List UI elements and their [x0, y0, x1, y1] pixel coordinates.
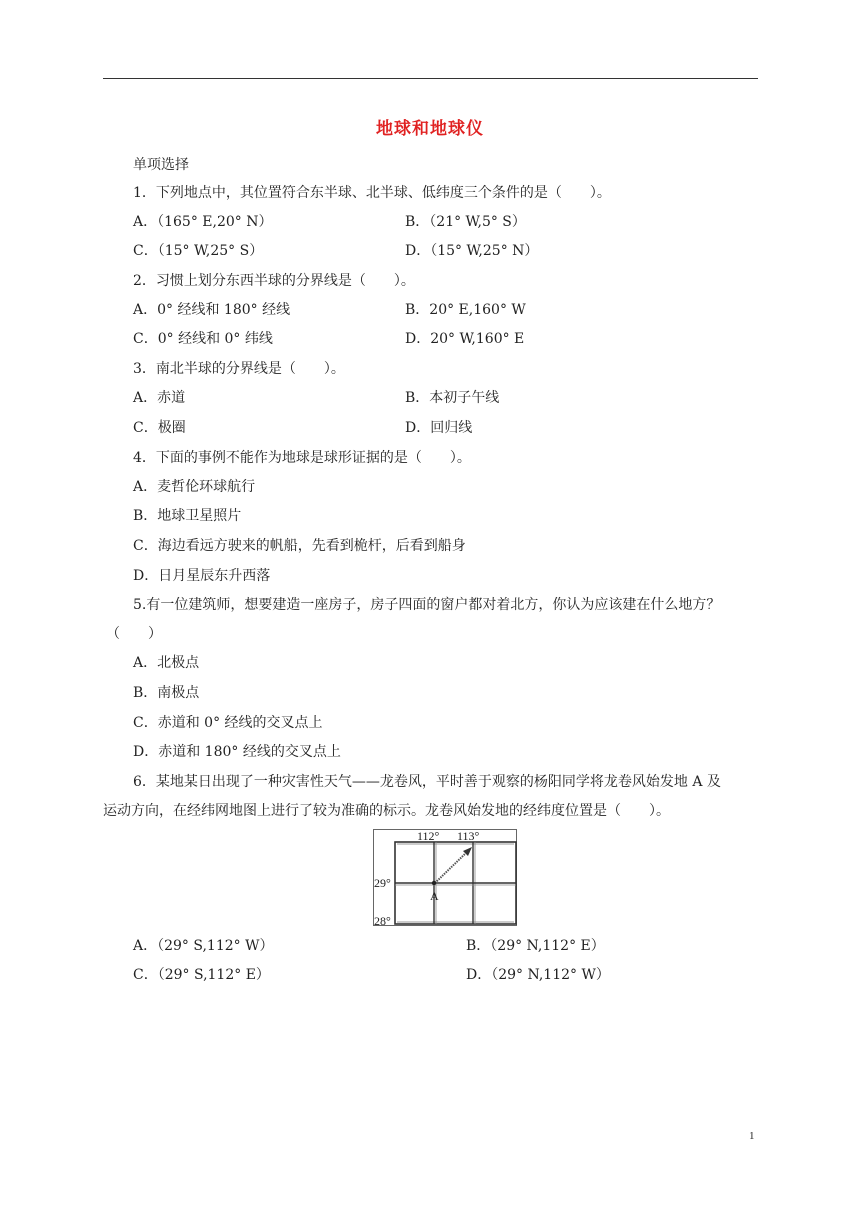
question-3-option-b: B．本初子午线	[405, 390, 500, 406]
question-5-option-a: A．北极点	[133, 655, 200, 671]
question-6-option-c: C．（29° S,112° E）	[133, 967, 270, 983]
question-4-stem: 4．下面的事例不能作为地球是球形证据的是（ ）。	[133, 450, 471, 466]
question-2-stem: 2．习惯上划分东西半球的分界线是（ ）。	[133, 273, 415, 289]
lat-label-29: 29°	[374, 876, 391, 890]
question-2-option-c: C．0° 经线和 0° 纬线	[133, 331, 273, 347]
question-3-option-a: A．赤道	[133, 390, 186, 406]
question-3-option-c: C．极圈	[133, 420, 186, 436]
question-4-option-a: A．麦哲伦环球航行	[133, 479, 256, 495]
question-3-option-d: D．回归线	[405, 420, 473, 436]
header-rule	[103, 78, 758, 79]
graticule-figure	[373, 829, 517, 926]
question-6-option-b: B．（29° N,112° E）	[466, 938, 605, 954]
page-number: 1	[749, 1130, 755, 1142]
question-5-option-b: B．南极点	[133, 685, 200, 701]
question-4-option-b: B．地球卫星照片	[133, 508, 242, 524]
question-3-stem: 3．南北半球的分界线是（ ）。	[133, 361, 345, 377]
question-1-option-b: B．（21° W,5° S）	[405, 214, 526, 230]
question-2-option-b: B．20° E,160° W	[405, 302, 526, 318]
question-1-stem: 1．下列地点中，其位置符合东半球、北半球、低纬度三个条件的是（ ）。	[133, 185, 611, 201]
question-4-option-c: C．海边看远方驶来的帆船，先看到桅杆，后看到船身	[133, 538, 466, 554]
lon-label-113: 113°	[457, 829, 480, 843]
question-4-option-d: D．日月星辰东升西落	[133, 568, 271, 584]
question-2-option-d: D．20° W,160° E	[405, 331, 525, 347]
page-title: 地球和地球仪	[376, 119, 484, 139]
point-a-label: A	[430, 889, 439, 903]
section-heading: 单项选择	[133, 157, 189, 173]
question-6-option-d: D．（29° N,112° W）	[466, 967, 610, 983]
question-5-stem-continued: （ ）	[106, 626, 162, 642]
question-6-stem-continued: 运动方向，在经纬网地图上进行了较为准确的标示。龙卷风始发地的经纬度位置是（ ）。	[103, 803, 670, 819]
lon-label-112: 112°	[417, 829, 440, 843]
question-2-option-a: A．0° 经线和 180° 经线	[133, 302, 291, 318]
question-6-stem: 6．某地某日出现了一种灾害性天气——龙卷风，平时善于观察的杨阳同学将龙卷风始发地 A 及	[133, 774, 721, 790]
lat-label-28: 28°	[374, 914, 391, 926]
question-5-option-d: D．赤道和 180° 经线的交叉点上	[133, 744, 341, 760]
point-a-marker	[432, 881, 436, 885]
question-6-option-a: A．（29° S,112° W）	[133, 938, 274, 954]
question-5-option-c: C．赤道和 0° 经线的交叉点上	[133, 715, 323, 731]
question-1-option-a: A．（165° E,20° N）	[133, 214, 273, 230]
question-1-option-d: D．（15° W,25° N）	[405, 243, 539, 259]
question-5-stem: 5.有一位建筑师，想要建造一座房子，房子四面的窗户都对着北方，你认为应该建在什么地方？	[133, 597, 721, 613]
question-1-option-c: C．（15° W,25° S）	[133, 243, 264, 259]
